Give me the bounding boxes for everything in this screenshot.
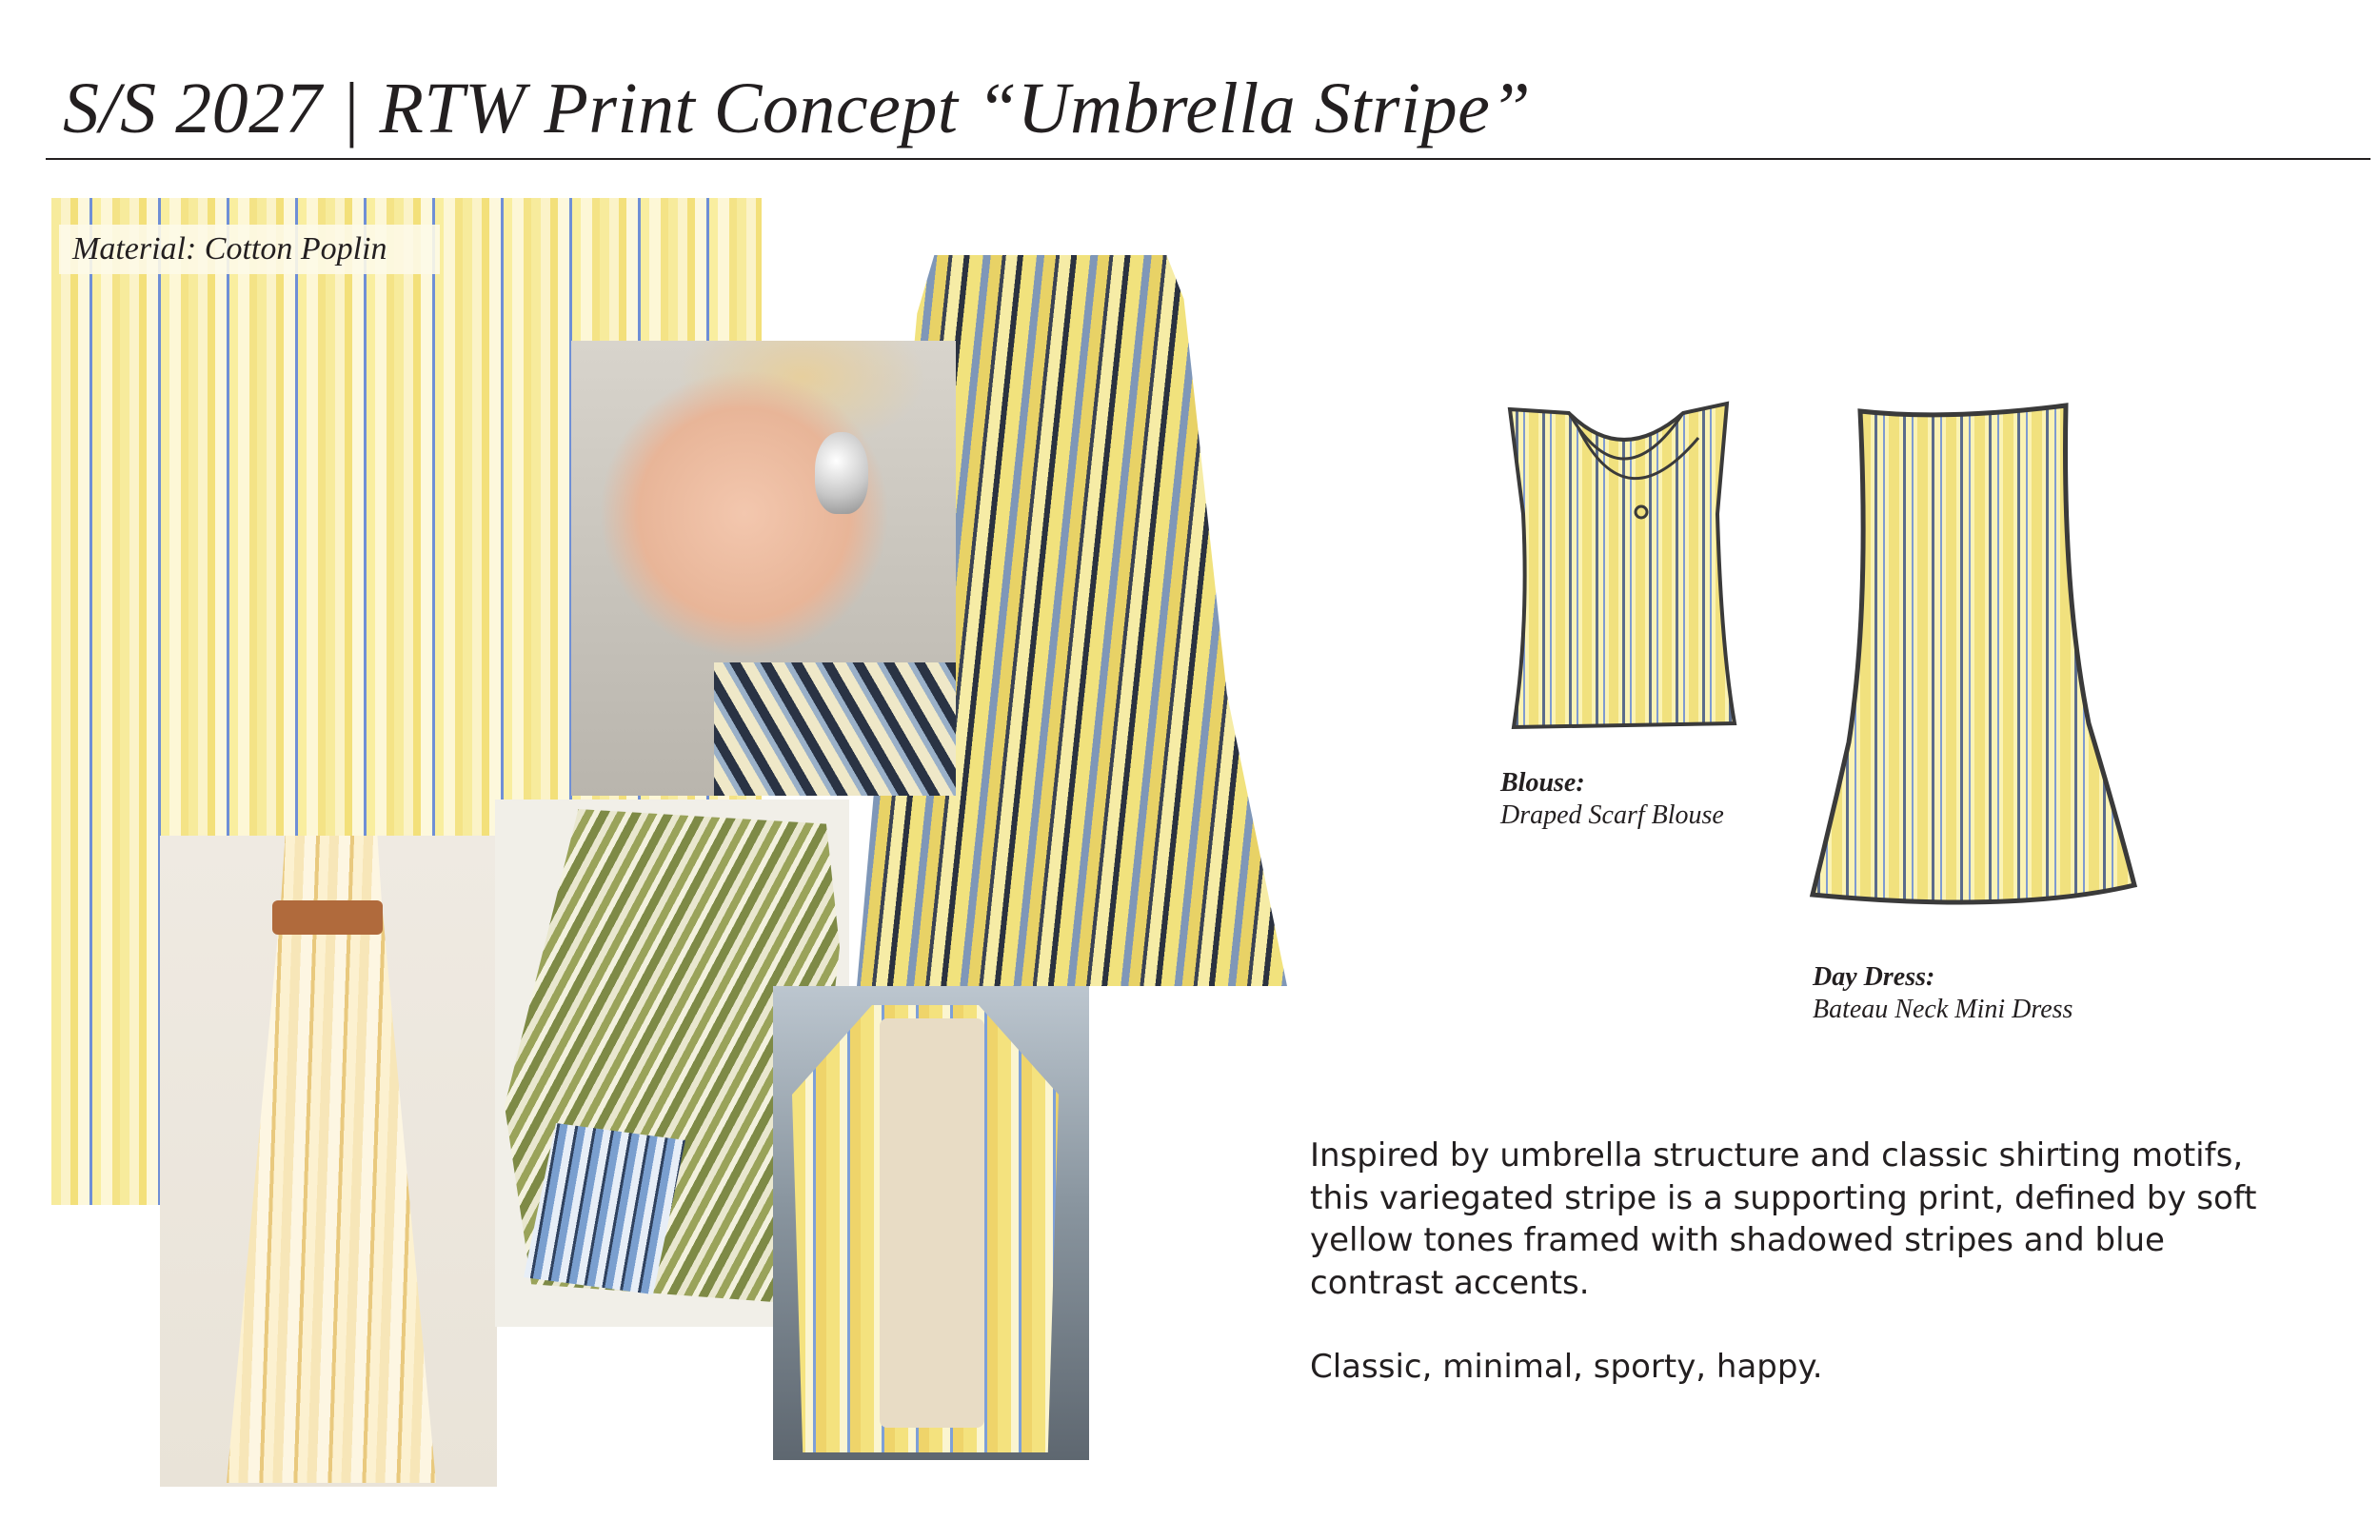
blouse-name: Draped Scarf Blouse <box>1500 800 1724 830</box>
blouse-heading: Blouse: <box>1500 768 1585 798</box>
blouse-sketch <box>1502 400 1742 737</box>
dress-caption <box>1813 961 2073 1026</box>
dress-heading: Day Dress: <box>1813 962 1935 992</box>
material-label: Material: Cotton Poplin <box>59 225 440 274</box>
page-title: S/S 2027 | RTW Print Concept “Umbrella Stripe” <box>63 69 1532 148</box>
dress-sketch <box>1803 400 2138 933</box>
mood-keywords: Classic, minimal, sporty, happy. <box>1310 1348 1823 1386</box>
runway-look-photo <box>773 986 1089 1460</box>
model-portrait-photo <box>571 341 956 796</box>
pleated-gown-photo <box>160 836 497 1487</box>
dress-name: Bateau Neck Mini Dress <box>1813 995 2073 1024</box>
blouse-caption <box>1500 767 1724 832</box>
description-paragraph: Inspired by umbrella structure and classic shirting motifs, this variegated stripe is a supporting print, defined by soft yellow tones framed with shadowed stripes and blue contrast accents. <box>1310 1136 2257 1302</box>
title-divider <box>46 158 2370 160</box>
concept-description <box>1310 1135 2262 1389</box>
